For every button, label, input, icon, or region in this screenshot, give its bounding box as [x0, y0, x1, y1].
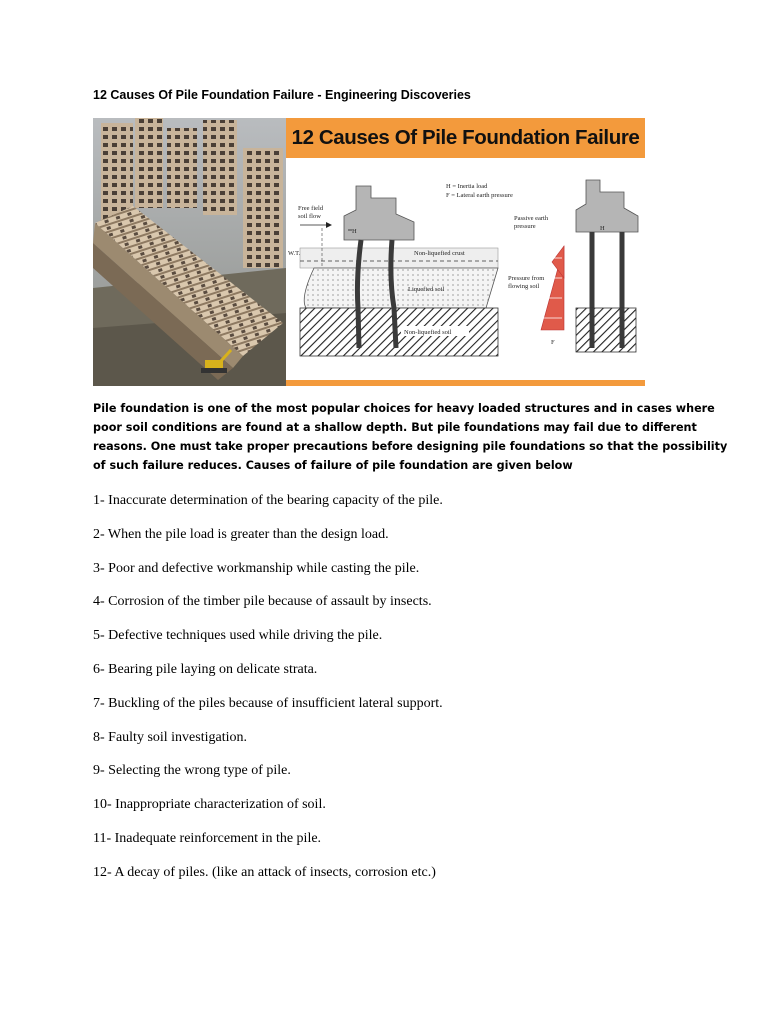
intro-paragraph: [93, 399, 728, 475]
cause-item: 12- A decay of piles. (like an attack of insects, corrosion etc.): [93, 864, 436, 880]
cause-item: 6- Bearing pile laying on delicate strata.: [93, 661, 318, 677]
label-water-table: W.T.: [288, 250, 301, 257]
cause-item: 9- Selecting the wrong type of pile.: [93, 763, 291, 779]
diagram-panel: [286, 118, 645, 386]
label-h-right: H: [600, 225, 605, 232]
label-passive-pressure: pressure: [514, 223, 536, 230]
label-soil-flow: soil flow: [298, 213, 321, 220]
cause-item: 10- Inappropriate characterization of soil.: [93, 797, 326, 813]
label-nonliquefied-crust: Non-liquefied crust: [414, 250, 465, 257]
label-free-field: Free field: [298, 205, 324, 212]
label-liquefied-soil: Liquefied soil: [408, 286, 445, 293]
cause-item: 3- Poor and defective workmanship while casting the pile.: [93, 560, 420, 576]
intro-line: reasons. One must take proper precautions before designing pile foundations so that the possibility: [93, 440, 728, 453]
intro-line: poor soil conditions are found at a shallow depth. But pile foundations may fail due to different: [93, 421, 697, 434]
intro-line: of such failure reduces. Causes of failure of pile foundation are given below: [93, 459, 573, 472]
cause-item: 5- Defective techniques used while driving the pile.: [93, 628, 383, 644]
document-title: 12 Causes Of Pile Foundation Failure - Engineering Discoveries: [93, 88, 471, 102]
cause-item: 4- Corrosion of the timber pile because of assault by insects.: [93, 594, 432, 610]
label-f: F: [551, 339, 555, 346]
cause-item: 2- When the pile load is greater than the design load.: [93, 526, 389, 542]
label-flowing-soil: flowing soil: [508, 283, 540, 290]
cause-item: 7- Buckling of the piles because of insufficient lateral support.: [93, 695, 443, 711]
banner-title: 12 Causes Of Pile Foundation Failure: [286, 118, 645, 158]
causes-list: [93, 491, 443, 897]
label-lateral-pressure: F = Lateral earth pressure: [446, 192, 513, 199]
label-pressure-from: Pressure from: [508, 275, 545, 282]
intro-line: Pile foundation is one of the most popular choices for heavy loaded structures and in cases where: [93, 402, 715, 415]
cause-item: 8- Faulty soil investigation.: [93, 729, 247, 745]
label-nonliquefied-soil: Non-liquefied soil: [404, 329, 452, 336]
label-passive-earth: Passive earth: [514, 215, 549, 222]
pile-failure-diagram: [286, 158, 645, 380]
label-inertia-load: H = Inertia load: [446, 183, 488, 190]
collapsed-building-photo: [93, 118, 286, 386]
label-h-left: H: [352, 228, 357, 235]
banner-bottom-strip: [286, 380, 645, 386]
pile-failure-figure: [93, 118, 645, 386]
cause-item: 11- Inadequate reinforcement in the pile.: [93, 830, 322, 846]
cause-item: 1- Inaccurate determination of the bearing capacity of the pile.: [93, 493, 443, 508]
